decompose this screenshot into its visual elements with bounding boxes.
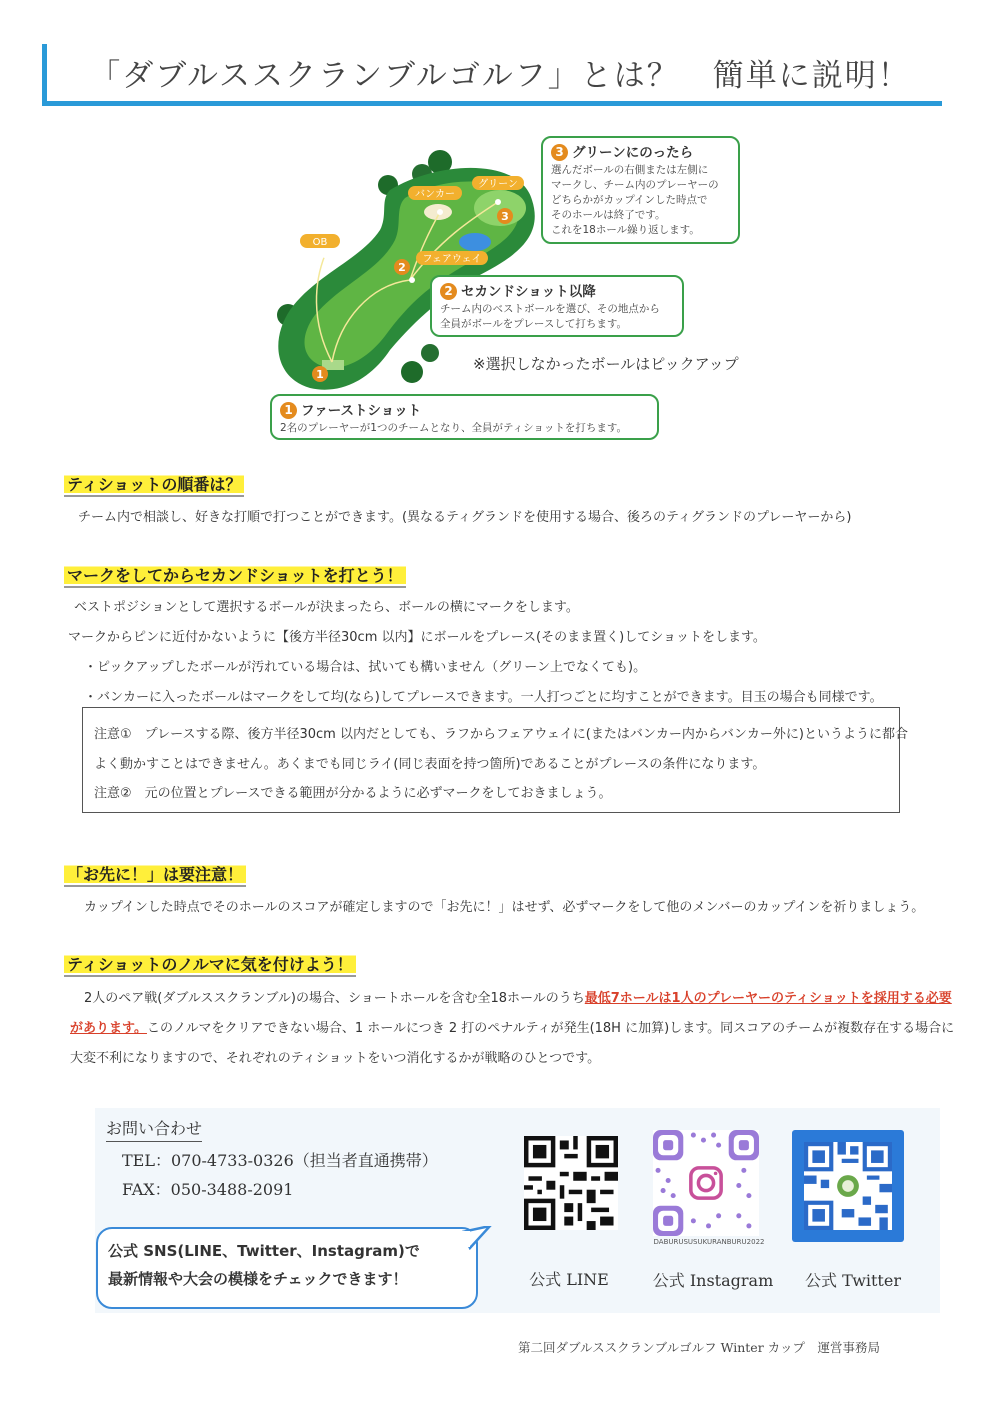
instagram-qr-frame[interactable] [653, 1130, 759, 1236]
pickup-note: ※選択しなかったボールはピックアップ [473, 355, 739, 373]
step-2-badge: 2 [440, 283, 457, 300]
tree [401, 361, 423, 383]
step-2-body: チーム内のベストボールを選び、その地点から 全員がボールをプレースして打ちます。 [440, 303, 660, 330]
step-2-title: セカンドショット以降 [461, 284, 596, 300]
tree [421, 344, 439, 362]
fairway-tag-label: フェアウェイ [422, 254, 482, 265]
step-3-body: 選んだボールの右側または左側に マークし、チーム内のプレーヤーの どちらかがカップインした時点で そのホールは終了です。 これを18ホール繰り返します。 [551, 164, 719, 236]
header-accent-bar [42, 44, 47, 104]
bunker-tag-label: バンカー [415, 189, 455, 200]
contact-heading: お問い合わせ [106, 1116, 202, 1142]
caution-1a: 注意① プレースする際、後方半径30cm 以内だとしても、ラフからフェアウェイに(またはバンカー内からバンカー外に)というように都合 [94, 727, 908, 742]
norma-line-1 [84, 987, 952, 1006]
page-title: 「ダブルススクランブルゴルフ」とは？ 簡単に説明！ [89, 58, 911, 94]
callout-second-shot [430, 275, 684, 337]
bubble-line-2: 最新情報や大会の模様をチェックできます！ [108, 1270, 408, 1288]
step-1-badge: 1 [280, 402, 297, 419]
sns-label-twitter: 公式 Twitter [805, 1271, 901, 1290]
twitter-qr-card[interactable] [792, 1130, 904, 1242]
section-heading-norma: ティショットのノルマに気を付けよう！ [64, 952, 356, 977]
caution-2: 注意② 元の位置とプレースできる範囲が分かるように必ずマークをしておきましょう。 [94, 786, 612, 801]
step-3-title: グリーンにのったら [572, 145, 694, 161]
marker-2-label: 2 [398, 261, 406, 274]
mark-line-2: マークからピンに近付かないように【後方半径30cm 以内】にボールをプレース(そのまま置く)してショットをします。 [68, 630, 766, 645]
sns-label-instagram: 公式 Instagram [652, 1271, 774, 1290]
norma-line-3: 大変不利になりますので、それぞれのティショットをいつ消化するかが戦略のひとつです。 [70, 1051, 601, 1066]
ball [322, 252, 328, 258]
marker-3-label: 3 [501, 210, 509, 223]
callout-first-shot [270, 394, 659, 440]
bubble-tail [462, 1226, 492, 1250]
instagram-handle: DABURUSUSUKURANBURU2022 [653, 1238, 765, 1246]
section-text-tee-order: チーム内で相談し、好きな打順で打つことができます。(異なるティグランドを使用する場合、後ろのティグランドのプレーヤーから) [78, 510, 852, 525]
marker-1-label: 1 [316, 368, 324, 381]
line-qr-code[interactable] [524, 1136, 618, 1230]
ball [409, 277, 415, 283]
norma-line-2 [70, 1017, 954, 1036]
twitter-qr-code [804, 1142, 892, 1230]
step-1-title: ファーストショット [301, 403, 422, 419]
section-heading-mark: マークをしてからセカンドショットを打とう！ [64, 563, 406, 588]
ball [437, 209, 443, 215]
ob-tag-label: OB [312, 237, 328, 248]
mark-line-3: ・ピックアップしたボールが汚れている場合は、拭いても構いません（グリーン上でなくても)。 [84, 660, 647, 675]
contact-tel: TEL：070-4733-0326（担当者直通携帯） [122, 1151, 438, 1170]
step-1-body: 2名のプレーヤーが1つのチームとなり、全員がティショットを打ちます。 [280, 422, 628, 434]
mark-line-1: ベストポジションとして選択するボールが決まったら、ボールの横にマークをします。 [74, 600, 579, 615]
footer-organizer: 第二回ダブルススクランブルゴルフ Winter カップ 運営事務局 [518, 1340, 881, 1355]
ball [495, 199, 501, 205]
section-heading-tee-order: ティショットの順番は？ [64, 472, 244, 497]
step-3-badge: 3 [551, 144, 568, 161]
norma-highlight-1: 最低7ホールは1人のプレーヤーのティショットを採用する必要 [584, 991, 952, 1006]
norma-highlight-2: があります。 [70, 1021, 147, 1036]
header-underline [42, 101, 942, 106]
section-text-osakini: カップインした時点でそのホールのスコアが確定しますので「お先に！」はせず、必ずマークをして他のメンバーのカップインを祈りましょう。 [84, 900, 925, 915]
bubble-line-1: 公式 SNS(LINE、Twitter、Instagram)で [108, 1242, 420, 1260]
norma-line-2b: このノルマをクリアできない場合、1 ホールにつき 2 打のペナルティが発生(18H に加算)します。同スコアのチームが複数存在する場合に [146, 1021, 955, 1036]
contact-fax: FAX：050-3488-2091 [122, 1180, 294, 1199]
sns-label-line: 公式 LINE [529, 1270, 609, 1289]
instagram-qr-code [653, 1130, 759, 1236]
norma-line-1a: 2人のペア戦(ダブルススクランブル)の場合、ショートホールを含む全18ホールのうち [84, 991, 585, 1006]
callout-green [541, 136, 740, 244]
green-tag-label: グリーン [478, 179, 518, 190]
caution-1b: よく動かすことはできません。あくまでも同じライ(同じ表面を持つ箇所)であることがプレースの条件になります。 [94, 757, 766, 772]
water-hazard [459, 233, 491, 251]
section-heading-osakini: 「お先に！」は要注意！ [64, 862, 246, 887]
mark-line-4: ・バンカーに入ったボールはマークをして均(なら)してプレースできます。一人打つごとに均すことができます。目玉の場合も同様です。 [84, 690, 883, 705]
